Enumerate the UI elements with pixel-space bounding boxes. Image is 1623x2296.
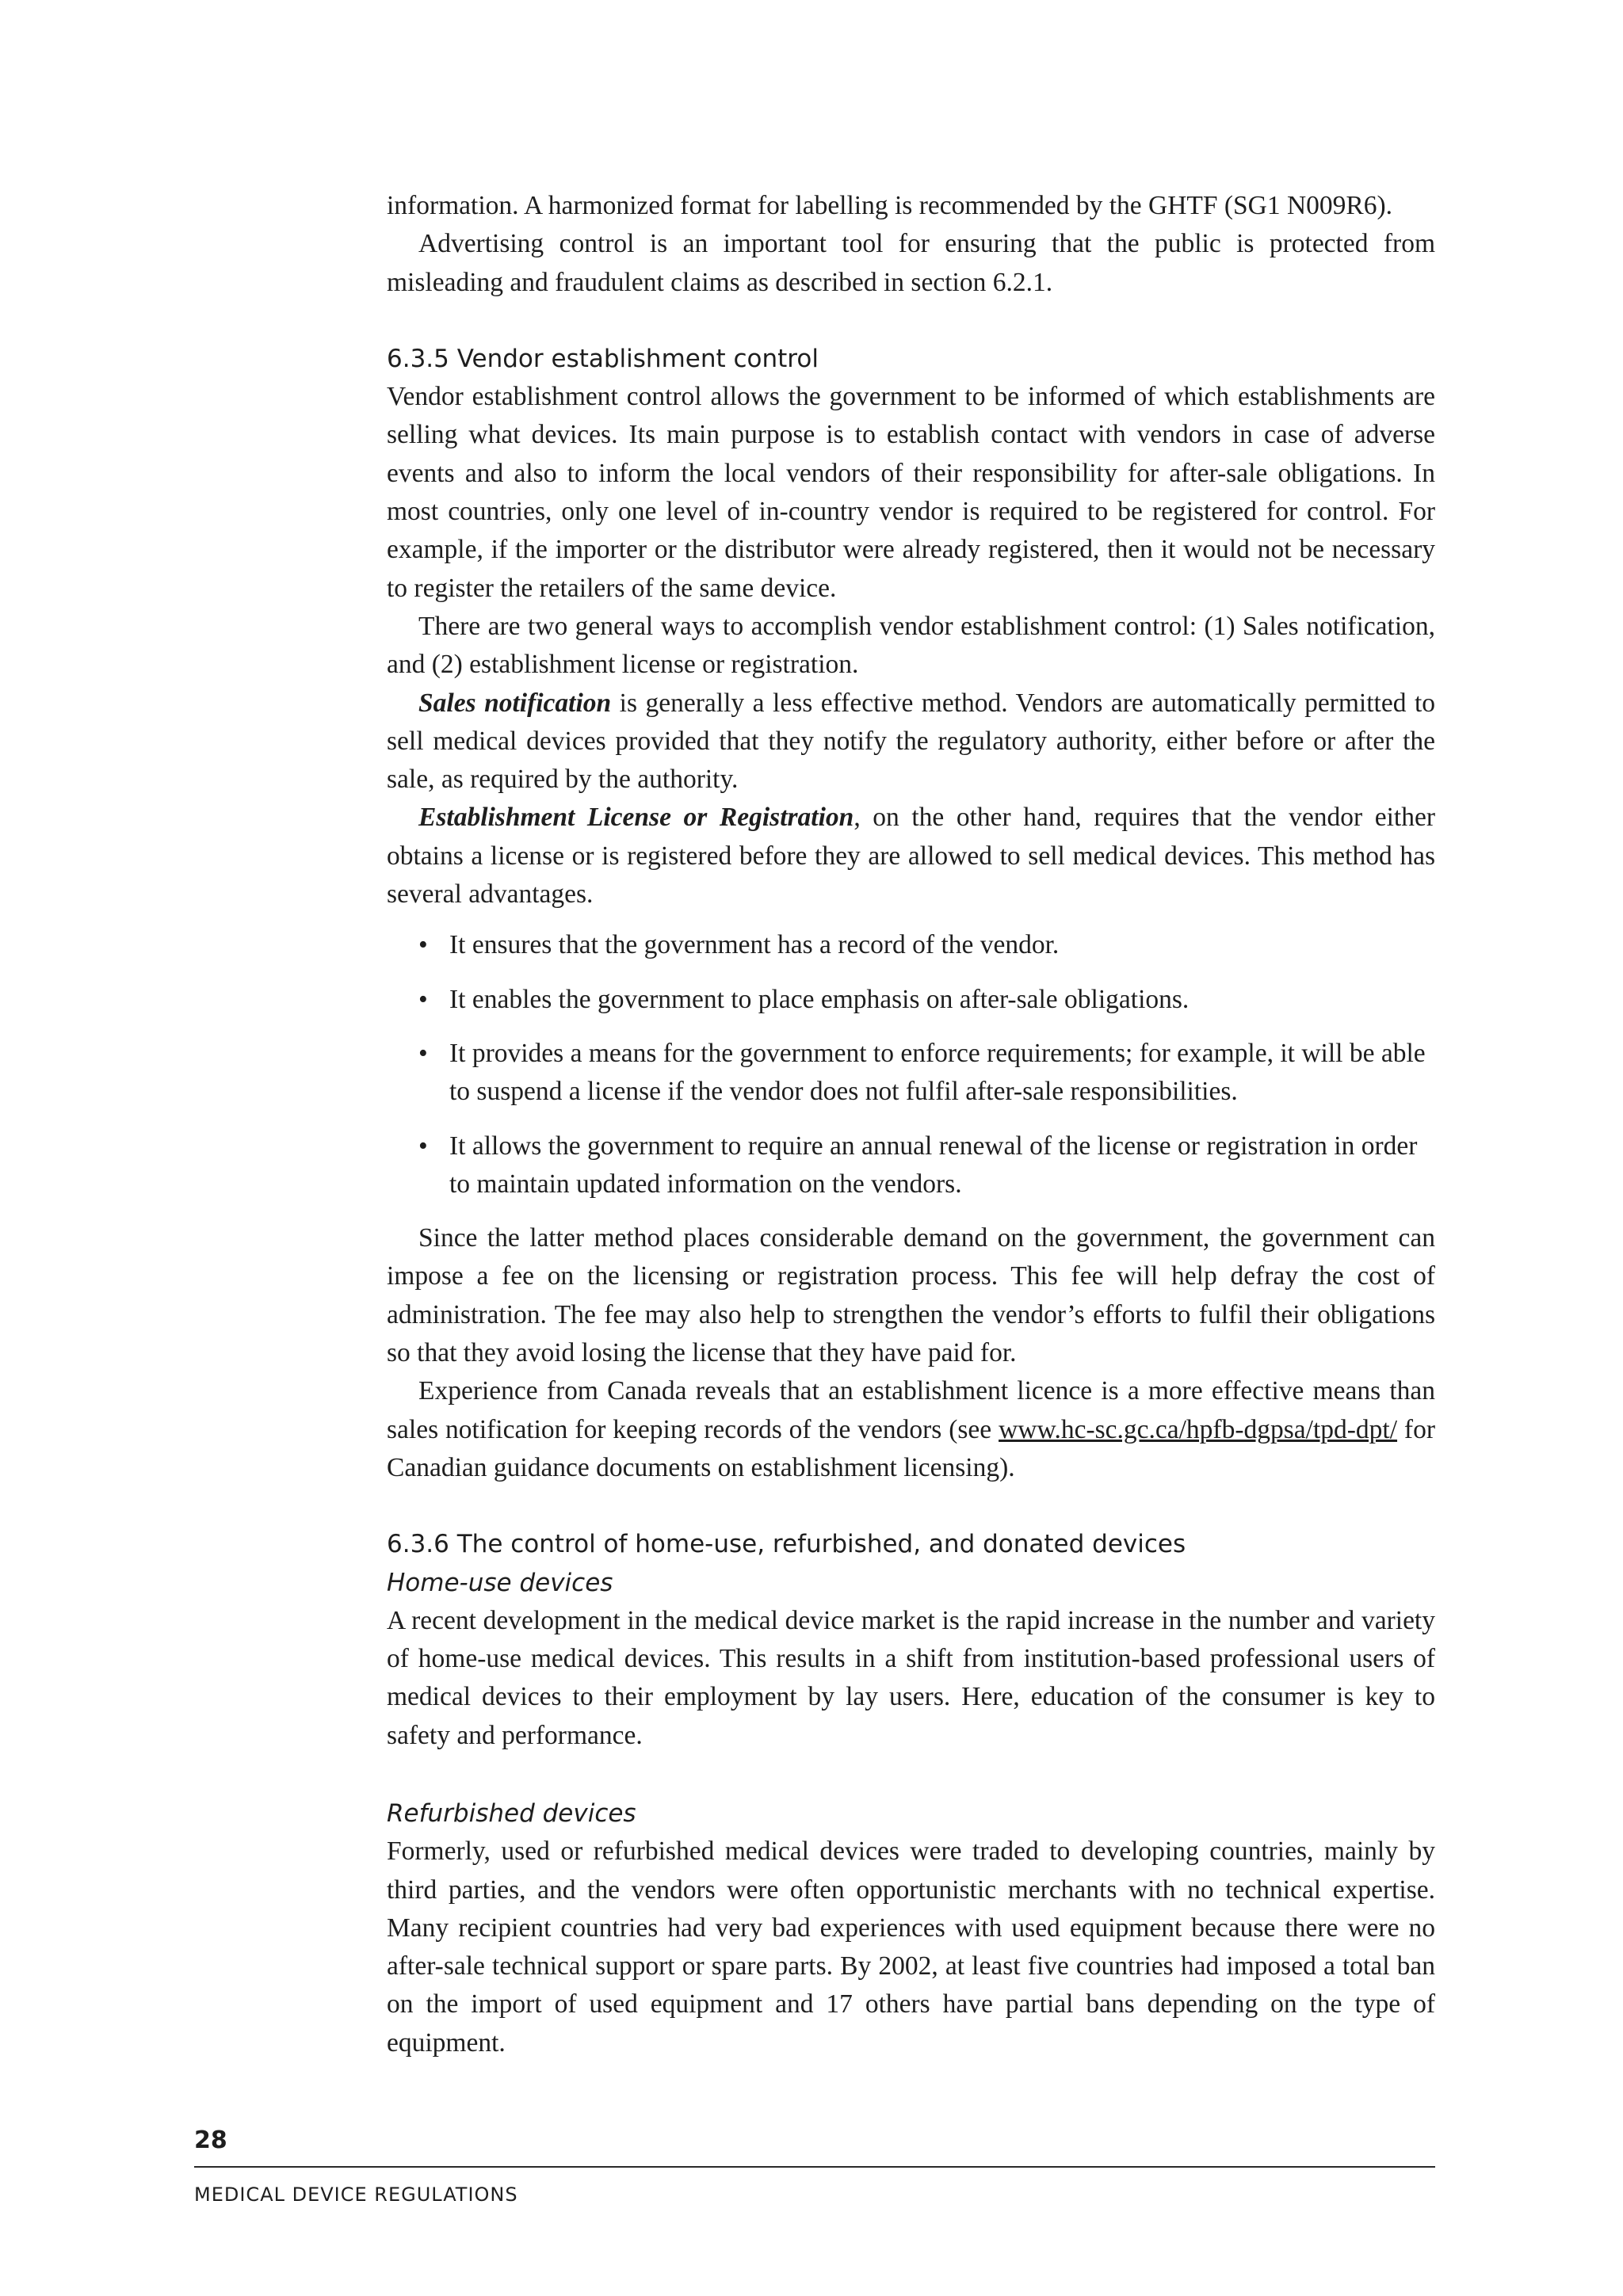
text-establishment-license-description: , on the other hand, requires that the vendor either obtains a license or is registered before they are allowed to sell medical devices. This method has several advantages.: [387, 803, 1435, 910]
bullet-icon: •: [418, 930, 428, 960]
paragraph-establishment-license: [387, 799, 1435, 913]
subheading-refurbished-devices: Refurbished devices: [387, 1798, 636, 1828]
list-item-text: It ensures that the government has a record of the vendor.: [449, 930, 1060, 960]
main-text-column: [387, 187, 1435, 2062]
list-item: [387, 1127, 1435, 1204]
paragraph-home-use-devices: A recent development in the medical device market is the rapid increase in the number and variety of home-use medical devices. This results in a shift from institution-based professional users of medical devices to their employment by lay users. Here, education of the consumer is key to safety and performance.: [387, 1605, 1435, 1750]
text-canada-guidance: for Canadian guidance documents on establishment licensing).: [387, 1414, 1435, 1482]
list-item-text: It enables the government to place emphasis on after-sale obligations.: [449, 984, 1190, 1014]
footer-divider: [194, 2166, 1435, 2168]
text-sales-notification-description: is generally a less effective method. Vendors are automatically permitted to sell medical devices provided that they notify the regulatory authority, either before or after the sale, as required by the authority.: [387, 688, 1435, 795]
list-item: [387, 926, 1435, 964]
term-sales-notification: Sales notification: [418, 688, 612, 718]
list-item: [387, 981, 1435, 1019]
paragraph-canada-experience: [387, 1372, 1435, 1487]
list-item: [387, 1035, 1435, 1112]
hc-sc-guidance-link[interactable]: www.hc-sc.gc.ca/hpfb-dgpsa/tpd-dpt/: [999, 1414, 1398, 1444]
section-heading-6-3-5: 6.3.5 Vendor establishment control: [387, 344, 819, 373]
section-heading-6-3-6: 6.3.6 The control of home-use, refurbished, and donated devices: [387, 1530, 1186, 1559]
advantages-list: [387, 926, 1435, 1203]
paragraph-licensing-fee: Since the latter method places considerable demand on the government, the government can impose a fee on the licensing or registration process. This fee will help defray the cost of administration. The fee may also help to strengthen the vendor’s efforts to fulfil their obligations so that they avoid losing the license that they have paid for.: [387, 1223, 1435, 1368]
bullet-icon: •: [418, 1131, 428, 1161]
list-item-text: It provides a means for the government to enforce requirements; for example, it will be able to suspend a license if the vendor does not fulfil after-sale responsibilities.: [449, 1038, 1426, 1107]
subheading-home-use-devices: Home-use devices: [387, 1568, 613, 1597]
paragraph-advertising-control: Advertising control is an important tool for ensuring that the public is protected from misleading and fraudulent claims as described in section 6.2.1.: [387, 229, 1435, 297]
paragraph-two-general-ways: There are two general ways to accomplish vendor establishment control: (1) Sales notification, and (2) establishment license or registration.: [387, 611, 1435, 680]
bullet-icon: •: [418, 984, 428, 1014]
paragraph-sales-notification: [387, 685, 1435, 799]
bullet-icon: •: [418, 1038, 428, 1068]
paragraph-labelling-format: information. A harmonized format for labelling is recommended by the GHTF (SG1 N009R6).: [387, 191, 1393, 220]
paragraph-vendor-establishment: Vendor establishment control allows the government to be informed of which establishments are selling what devices. Its main purpose is to establish contact with vendors in case of adverse events and also to inform the local vendors of their responsibility for after-sale obligations. In most countries, only one level of in-country vendor is required to be registered for control. For example, if the importer or the distributor were already registered, then it would not be necessary to register the retailers of the same device.: [387, 382, 1435, 603]
running-footer-title: MEDICAL DEVICE REGULATIONS: [194, 2183, 518, 2206]
text-canada-experience: Experience from Canada reveals that an establishment licence is a more effective means than sales notification for keeping records of the vendors (see: [387, 1376, 1435, 1444]
term-establishment-license: Establishment License or Registration: [418, 803, 854, 833]
paragraph-refurbished-devices: Formerly, used or refurbished medical devices were traded to developing countries, mainly by third parties, and the vendors were often opportunistic merchants with no technical expertise. Many recipient countries had very bad experiences with used equipment because there were no after-sale technical support or spare parts. By 2002, at least five countries had imposed a total ban on the import of used equipment and 17 others have partial bans depending on the type of equipment.: [387, 1836, 1435, 2058]
list-item-text: It allows the government to require an annual renewal of the license or registration in order to maintain updated information on the vendors.: [449, 1131, 1418, 1199]
page-number: 28: [194, 2126, 227, 2154]
